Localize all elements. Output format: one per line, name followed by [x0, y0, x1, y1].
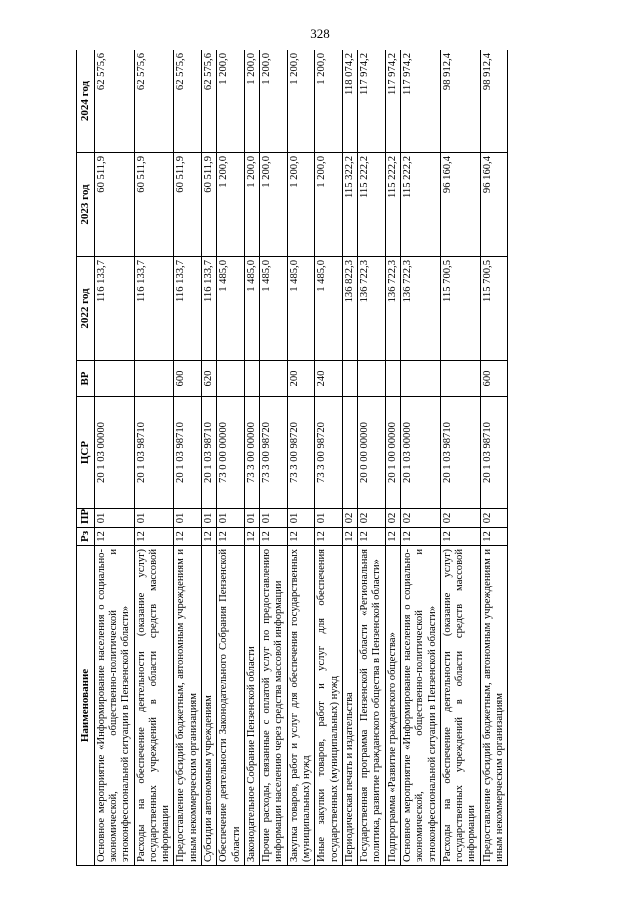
cell-y2023: 96 160,4 — [480, 153, 508, 257]
cell-pr: 01 — [94, 509, 134, 528]
cell-y2022: 116 133,7 — [94, 257, 134, 361]
cell-rz: 12 — [260, 528, 288, 546]
cell-csr: 20 0 00 00000 — [358, 397, 386, 509]
cell-pr: 02 — [480, 509, 508, 528]
cell-csr: 20 1 03 98710 — [174, 397, 202, 509]
cell-pr: 01 — [260, 509, 288, 528]
cell-y2024: 1 200,0 — [315, 50, 343, 153]
cell-y2022: 115 700,5 — [440, 257, 480, 361]
cell-name: Расходы на обеспечение деятельности (оказание услуг) государственных учреждений в области средств массовой информации — [440, 546, 480, 866]
cell-y2024: 1 200,0 — [217, 50, 245, 153]
header-vr: ВР — [77, 361, 95, 397]
cell-name: Прочие расходы, связанные с оплатой услуг по предоставлению информации населению через средства массовой информации — [260, 546, 288, 866]
cell-pr: 01 — [315, 509, 343, 528]
cell-name: Подпрограмма «Развитие гражданского общества» — [385, 546, 400, 866]
cell-y2023: 1 200,0 — [315, 153, 343, 257]
table-rotation-frame — [76, 50, 576, 866]
cell-rz: 12 — [358, 528, 386, 546]
cell-rz: 12 — [287, 528, 315, 546]
cell-csr: 73 3 00 98720 — [315, 397, 343, 509]
cell-name: Государственная программа Пензенской области «Региональная политика, развитие гражданского общества в Пензенской области» — [358, 546, 386, 866]
cell-y2024: 1 200,0 — [287, 50, 315, 153]
cell-y2024: 118 074,2 — [342, 50, 357, 153]
cell-y2022: 136 722,3 — [385, 257, 400, 361]
cell-vr — [400, 361, 440, 397]
cell-y2023: 115 222,2 — [400, 153, 440, 257]
header-2022: 2022 год — [77, 257, 95, 361]
cell-rz: 12 — [342, 528, 357, 546]
cell-vr — [342, 361, 357, 397]
cell-y2024: 62 575,6 — [202, 50, 217, 153]
table-row — [134, 50, 174, 866]
cell-rz: 12 — [315, 528, 343, 546]
cell-rz: 12 — [385, 528, 400, 546]
table-row — [260, 50, 288, 866]
table-row — [480, 50, 508, 866]
table-header — [77, 50, 95, 866]
header-name: Наименование — [77, 546, 95, 866]
cell-y2024: 62 575,6 — [134, 50, 174, 153]
cell-name: Субсидии автономным учреждениям — [202, 546, 217, 866]
cell-vr — [217, 361, 245, 397]
table-row — [287, 50, 315, 866]
cell-y2024: 62 575,6 — [94, 50, 134, 153]
cell-y2024: 117 974,2 — [385, 50, 400, 153]
table-row — [94, 50, 134, 866]
cell-rz: 12 — [174, 528, 202, 546]
cell-rz: 12 — [217, 528, 245, 546]
cell-y2022: 1 485,0 — [244, 257, 259, 361]
cell-y2022: 1 485,0 — [315, 257, 343, 361]
cell-y2024: 117 974,2 — [358, 50, 386, 153]
cell-pr: 02 — [358, 509, 386, 528]
cell-vr — [440, 361, 480, 397]
cell-y2023: 1 200,0 — [244, 153, 259, 257]
cell-vr — [244, 361, 259, 397]
cell-vr — [134, 361, 174, 397]
cell-name: Расходы на обеспечение деятельности (оказание услуг) государственных учреждений в области средств массовой информации — [134, 546, 174, 866]
table-row — [385, 50, 400, 866]
cell-name: Периодическая печать и издательства — [342, 546, 357, 866]
cell-rz: 12 — [400, 528, 440, 546]
cell-csr: 20 1 03 98710 — [134, 397, 174, 509]
cell-pr: 01 — [217, 509, 245, 528]
cell-name: Предоставление субсидий бюджетным, автономным учреждениям и иным некоммерческим организациям — [480, 546, 508, 866]
cell-csr: 20 1 03 00000 — [94, 397, 134, 509]
cell-vr: 600 — [174, 361, 202, 397]
cell-y2022: 115 700,5 — [480, 257, 508, 361]
cell-y2022: 116 133,7 — [202, 257, 217, 361]
table-row — [315, 50, 343, 866]
header-rz: Рз — [77, 528, 95, 546]
cell-y2023: 1 200,0 — [217, 153, 245, 257]
cell-y2024: 117 974,2 — [400, 50, 440, 153]
cell-y2023: 1 200,0 — [287, 153, 315, 257]
header-row — [77, 50, 95, 866]
cell-vr — [260, 361, 288, 397]
table-row — [440, 50, 480, 866]
cell-y2022: 1 485,0 — [217, 257, 245, 361]
cell-vr — [385, 361, 400, 397]
cell-y2023: 115 222,2 — [385, 153, 400, 257]
cell-name: Иные закупки товаров, работ и услуг для обеспечения государственных (муниципальных) нужд — [315, 546, 343, 866]
cell-csr: 20 1 00 00000 — [385, 397, 400, 509]
cell-rz: 12 — [94, 528, 134, 546]
cell-pr: 01 — [244, 509, 259, 528]
header-csr: ЦСР — [77, 397, 95, 509]
cell-csr — [342, 397, 357, 509]
cell-y2022: 1 485,0 — [260, 257, 288, 361]
cell-y2023: 115 222,2 — [358, 153, 386, 257]
cell-rz: 12 — [440, 528, 480, 546]
table-row — [342, 50, 357, 866]
cell-y2023: 1 200,0 — [260, 153, 288, 257]
table-row — [202, 50, 217, 866]
cell-y2023: 60 511,9 — [202, 153, 217, 257]
cell-csr: 73 3 00 98720 — [287, 397, 315, 509]
cell-vr — [94, 361, 134, 397]
cell-y2022: 136 722,3 — [358, 257, 386, 361]
header-2023: 2023 год — [77, 153, 95, 257]
cell-name: Основное мероприятие «Информирование населения о социально-экономической, общественно-политической и этноконфессиональной ситуации в Пензенской области» — [94, 546, 134, 866]
cell-y2024: 1 200,0 — [244, 50, 259, 153]
cell-y2022: 1 485,0 — [287, 257, 315, 361]
cell-rz: 12 — [480, 528, 508, 546]
cell-y2024: 62 575,6 — [174, 50, 202, 153]
cell-csr: 73 3 00 00000 — [244, 397, 259, 509]
cell-y2022: 136 722,3 — [400, 257, 440, 361]
table-landscape-wrapper — [76, 50, 576, 866]
cell-pr: 02 — [440, 509, 480, 528]
cell-y2023: 60 511,9 — [94, 153, 134, 257]
cell-y2024: 98 912,4 — [440, 50, 480, 153]
cell-vr: 240 — [315, 361, 343, 397]
cell-y2024: 1 200,0 — [260, 50, 288, 153]
cell-csr: 20 1 03 98710 — [202, 397, 217, 509]
cell-name: Основное мероприятие «Информирование населения о социально-экономической, общественно-политической и этноконфессиональной ситуации в Пензенской области» — [400, 546, 440, 866]
cell-vr: 200 — [287, 361, 315, 397]
cell-vr: 620 — [202, 361, 217, 397]
cell-y2022: 136 822,3 — [342, 257, 357, 361]
cell-csr: 20 1 03 98710 — [480, 397, 508, 509]
page-number: 328 — [310, 26, 330, 41]
cell-pr: 02 — [385, 509, 400, 528]
cell-vr — [358, 361, 386, 397]
budget-table — [76, 50, 508, 866]
cell-pr: 02 — [400, 509, 440, 528]
cell-y2023: 60 511,9 — [134, 153, 174, 257]
table-row — [217, 50, 245, 866]
cell-name: Закупка товаров, работ и услуг для обеспечения государственных (муниципальных) нужд — [287, 546, 315, 866]
table-row — [244, 50, 259, 866]
cell-csr: 20 1 03 98710 — [440, 397, 480, 509]
cell-csr: 73 3 00 98720 — [260, 397, 288, 509]
cell-pr: 01 — [174, 509, 202, 528]
cell-csr: 73 0 00 00000 — [217, 397, 245, 509]
cell-pr: 01 — [287, 509, 315, 528]
cell-y2023: 115 322,2 — [342, 153, 357, 257]
cell-pr: 01 — [202, 509, 217, 528]
cell-y2022: 116 133,7 — [174, 257, 202, 361]
cell-pr: 01 — [134, 509, 174, 528]
cell-pr: 02 — [342, 509, 357, 528]
cell-y2023: 96 160,4 — [440, 153, 480, 257]
cell-name: Законодательное Собрание Пензенской области — [244, 546, 259, 866]
cell-y2024: 98 912,4 — [480, 50, 508, 153]
table-row — [358, 50, 386, 866]
cell-name: Обеспечение деятельности Законодательного Собрания Пензенской области — [217, 546, 245, 866]
table-row — [174, 50, 202, 866]
table-body — [94, 50, 507, 866]
cell-y2022: 116 133,7 — [134, 257, 174, 361]
header-2024: 2024 год — [77, 50, 95, 153]
table-row — [400, 50, 440, 866]
cell-rz: 12 — [134, 528, 174, 546]
cell-rz: 12 — [244, 528, 259, 546]
cell-vr: 600 — [480, 361, 508, 397]
cell-name: Предоставление субсидий бюджетным, автономным учреждениям и иным некоммерческим организациям — [174, 546, 202, 866]
cell-rz: 12 — [202, 528, 217, 546]
cell-csr: 20 1 03 00000 — [400, 397, 440, 509]
cell-y2023: 60 511,9 — [174, 153, 202, 257]
header-pr: ПР — [77, 509, 95, 528]
